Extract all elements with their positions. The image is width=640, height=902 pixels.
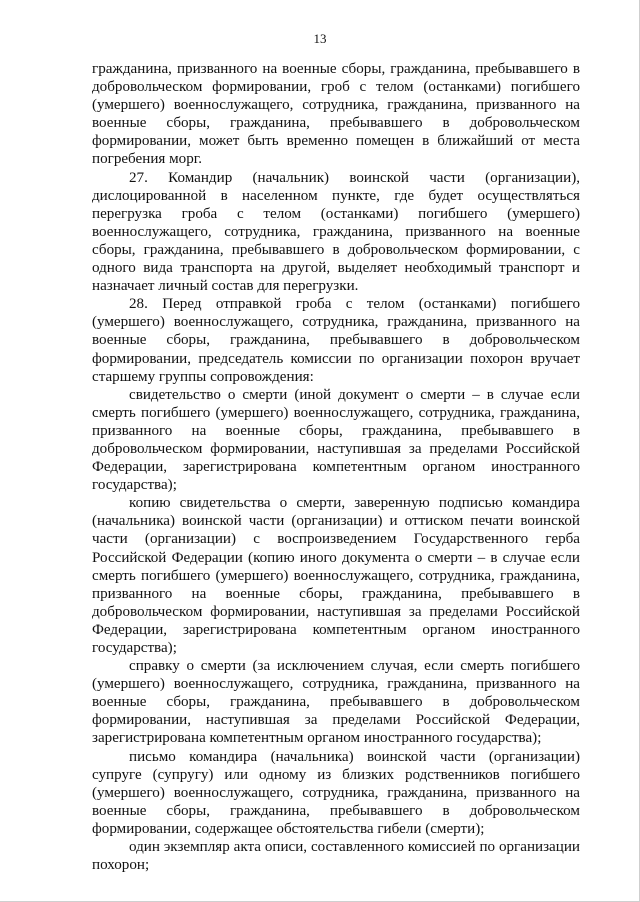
list-item-death-certificate: свидетельство о смерти (иной документ о смерти – в случае если смерть погибшего (умершего) военнослужащего, сотрудника, гражданина, призванного на военные сборы, гражданина, пребывавшего в добровольческом формировании, наступившая за пределами Российской Федерации, зарегистрирована компетентным органом иностранного государства); <box>92 386 580 494</box>
body-text <box>92 60 580 874</box>
list-item-inventory-act: один экземпляр акта описи, составленного комиссией по организации похорон; <box>92 839 580 874</box>
paragraph-28: 28. Перед отправкой гроба с телом (останками) погибшего (умершего) военнослужащего, сотрудника, гражданина, призванного на военные сборы, гражданина, пребывавшего в добровольческом формировании, председатель комиссии по организации похорон вручает старшему группы сопровождения: <box>92 296 580 385</box>
list-item-certificate-copy: копию свидетельства о смерти, заверенную подписью командира (начальника) воинской части (организации) и оттиском печати воинской части (организации) с воспроизведением Государственного герба Российской Федерации (копию иного документа о смерти – в случае если смерть погибшего (умершего) военнослужащего, сотрудника, гражданина, призванного на военные сборы, гражданина, пребывавшего в добровольческом формировании, наступившая за пределами Российской Федерации, зарегистрирована компетентным органом иностранного государства); <box>92 495 580 656</box>
list-item-death-notice: справку о смерти (за исключением случая, если смерть погибшего (умершего) военнослужащего, сотрудника, гражданина, призванного на военные сборы, гражданина, пребывавшего в добровольческом формировании, наступившая за пределами Российской Федерации, зарегистрирована компетентным органом иностранного государства); <box>92 658 580 747</box>
page-number: 13 <box>313 31 327 46</box>
paragraph-continuation: гражданина, призванного на военные сборы, гражданина, пребывавшего в добровольческом формировании, гроб с телом (останками) погибшего (умершего) военнослужащего, сотрудника, гражданина, призванного на военные сборы, гражданина, пребывавшего в добровольческом формировании, может быть временно помещен в ближайший от места погребения морг. <box>92 61 580 168</box>
list-item-commander-letter: письмо командира (начальника) воинской части (организации) супруге (супругу) или одному из близких родственников погибшего (умершего) военнослужащего, сотрудника, гражданина, призванного на военные сборы, гражданина, пребывавшего в добровольческом формировании, содержащее обстоятельства гибели (смерти); <box>92 748 580 837</box>
paragraph-27: 27. Командир (начальник) воинской части (организации), дислоцированной в населенном пункте, где будет осуществляться перегрузка гроба с телом (останками) погибшего (умершего) военнослужащего, сотрудника, гражданина, призванного на военные сборы, гражданина, пребывавшего в добровольческом формировании, с одного вида транспорта на другой, выделяет необходимый транспорт и назначает личный состав для перегрузки. <box>92 169 580 295</box>
